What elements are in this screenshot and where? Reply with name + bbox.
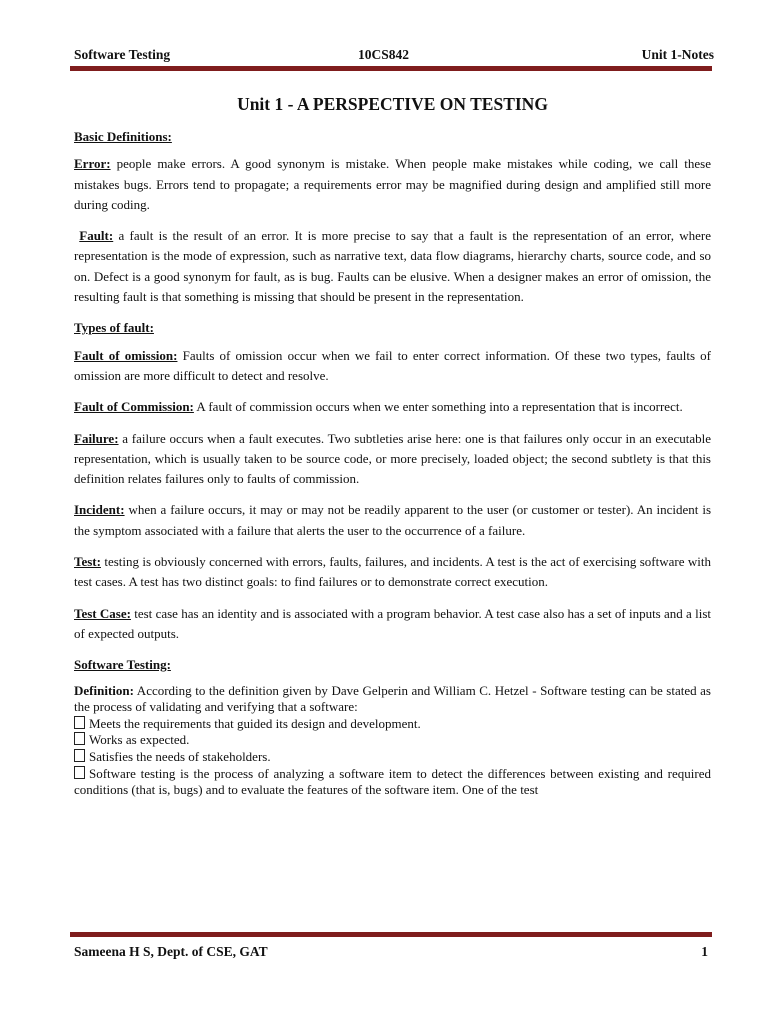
- page-footer: [74, 944, 708, 964]
- failure-paragraph: [74, 429, 711, 490]
- basic-definitions-heading: Basic Definitions:: [74, 129, 172, 144]
- bullet-text: Satisfies the needs of stakeholders.: [89, 748, 271, 764]
- types-of-fault-heading: Types of fault:: [74, 320, 154, 336]
- header-course-code: 10CS842: [358, 47, 410, 62]
- fault-omission-text: Faults of omission occur when we fail to enter correct information. Of these two types, faults of omission are more difficult to detect and resolve.: [74, 347, 712, 383]
- test-term: Test:: [74, 554, 101, 570]
- fault-paragraph: [74, 226, 711, 307]
- header-rule: [70, 66, 712, 69]
- test-paragraph: [74, 552, 711, 593]
- failure-text: a failure occurs when a fault executes. Two subtleties arise here: one is that failures only occur in an executable representation, which is usually taken to be source code, or more precisely, loaded object; the second subtlety is that this definition relates failures only to faults of commission.: [74, 430, 711, 487]
- test-case-text: test case has an identity and is associated with a program behavior. A test case also has a set of inputs and a list of expected outputs.: [74, 605, 711, 641]
- fault-omission-paragraph: [74, 346, 711, 387]
- test-text: testing is obviously concerned with errors, faults, failures, and incidents. A test is the act of exercising software with test cases. A test has two distinct goals: to find failures or to demonstrate correct execution.: [74, 554, 711, 590]
- list-item: [74, 716, 711, 733]
- header-course-name: Software Testing: [74, 47, 171, 62]
- page-content: [74, 93, 711, 799]
- checkbox-glyph-icon: [74, 732, 85, 745]
- checkbox-glyph-icon: [74, 766, 85, 779]
- fault-commission-paragraph: [74, 397, 711, 417]
- checkbox-glyph-icon: [74, 749, 85, 762]
- test-case-paragraph: [74, 604, 711, 645]
- fault-commission-term: Fault of Commission:: [74, 399, 194, 415]
- page-number: 1: [701, 944, 708, 959]
- bullet-text: Meets the requirements that guided its design and development.: [89, 715, 421, 731]
- definition-paragraph: [74, 683, 711, 716]
- footer-author: Sameena H S, Dept. of CSE, GAT: [74, 944, 268, 959]
- incident-paragraph: [74, 500, 711, 541]
- page-title: Unit 1 - A PERSPECTIVE ON TESTING: [237, 94, 548, 114]
- footer-rule: [70, 932, 712, 935]
- list-item: [74, 766, 711, 799]
- fault-omission-term: Fault of omission:: [74, 347, 178, 363]
- list-item: [74, 732, 711, 749]
- error-term: Error:: [74, 156, 111, 172]
- definition-term: Definition:: [74, 682, 134, 698]
- error-text: people make errors. A good synonym is mistake. When people make mistakes while coding, we call these mistakes bugs. Errors tend to propagate; a requirements error may be magnified during design and amplified still more during coding.: [74, 156, 711, 212]
- page-header: [74, 47, 714, 67]
- error-paragraph: [74, 154, 711, 215]
- definition-text: According to the definition given by Dave Gelperin and William C. Hetzel - Software testing can be stated as the process of validating and verifying that a software:: [74, 682, 711, 715]
- checkbox-glyph-icon: [74, 716, 85, 729]
- software-testing-heading: Software Testing:: [74, 657, 171, 673]
- fault-commission-text: A fault of commission occurs when we enter something into a representation that is incorrect.: [193, 399, 683, 415]
- bullet-text: Works as expected.: [89, 732, 190, 748]
- incident-text: when a failure occurs, it may or may not be readily apparent to the user (or customer or tester). An incident is the symptom associated with a failure that alerts the user to the occurrence of a failure.: [74, 502, 711, 538]
- test-case-term: Test Case:: [74, 605, 131, 621]
- header-unit-label: Unit 1-Notes: [641, 47, 714, 62]
- bullet-text: Software testing is the process of analyzing a software item to detect the differences between existing and required conditions (that is, bugs) and to evaluate the features of the software item. One of the test: [74, 765, 711, 798]
- fault-term: Fault:: [79, 228, 114, 244]
- failure-term: Failure:: [74, 430, 119, 446]
- incident-term: Incident:: [74, 502, 125, 518]
- fault-text: a fault is the result of an error. It is more precise to say that a fault is the representation of an error, where representation is the mode of expression, such as narrative text, data flow diagrams, hierarchy charts, source code, and so on. Defect is a good synonym for fault, as is bug. Faults can be elusive. When a designer makes an error of omission, the resulting fault is that something is missing that should be present in the representation.: [74, 228, 712, 305]
- list-item: [74, 749, 711, 766]
